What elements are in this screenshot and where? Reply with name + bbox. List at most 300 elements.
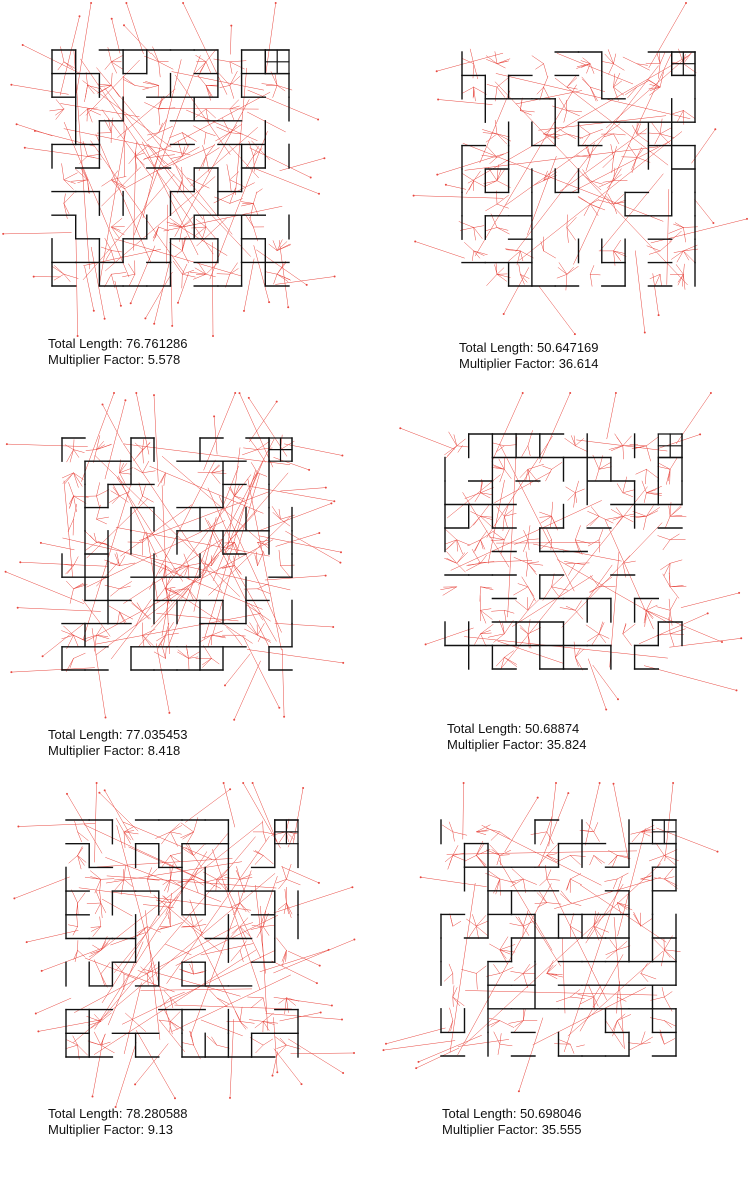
cell-spoke xyxy=(578,196,590,204)
cell-spoke xyxy=(97,496,100,508)
cell-spoke xyxy=(262,84,277,86)
ray-endpoint xyxy=(328,949,330,951)
multiplier-factor-1: Multiplier Factor: 5.578 xyxy=(48,352,181,367)
interior-ray xyxy=(95,455,240,596)
cell-spoke xyxy=(56,100,64,110)
cell-spoke xyxy=(628,1043,641,1045)
cell-spoke xyxy=(614,240,621,251)
cell-spoke xyxy=(646,446,650,461)
cell-spoke xyxy=(641,963,648,973)
interior-ray xyxy=(539,116,666,131)
cell-spoke xyxy=(139,496,143,504)
outer-ray xyxy=(446,185,466,190)
cell-spoke xyxy=(669,599,670,610)
outer-ray xyxy=(253,783,278,842)
cell-spoke xyxy=(614,134,619,144)
outer-ray xyxy=(11,85,68,95)
cell-spoke xyxy=(230,188,236,204)
outer-ray xyxy=(240,393,273,467)
interior-ray xyxy=(64,481,73,577)
cell-spoke xyxy=(567,267,574,274)
ray-endpoint xyxy=(436,174,438,176)
cell-spoke xyxy=(523,540,528,552)
cell-spoke xyxy=(588,984,594,997)
cell-spoke xyxy=(637,134,650,143)
cell-spoke xyxy=(86,450,97,451)
cell-spoke xyxy=(523,879,536,885)
outer-ray xyxy=(614,784,629,859)
interior-ray xyxy=(159,1020,185,1052)
ray-endpoint xyxy=(339,562,341,564)
ray-endpoint xyxy=(605,709,607,711)
cell-spoke xyxy=(471,512,481,517)
cell-spoke xyxy=(170,853,181,856)
cell-spoke xyxy=(445,540,457,551)
cell-spoke xyxy=(547,961,554,974)
cell-spoke xyxy=(588,540,599,546)
cell-spoke xyxy=(500,469,505,482)
cell-spoke xyxy=(590,129,602,134)
ray-endpoint xyxy=(302,787,304,789)
interior-ray xyxy=(214,183,255,203)
cell-spoke xyxy=(204,646,212,659)
interior-ray xyxy=(190,871,251,1037)
interior-ray xyxy=(133,151,135,250)
cell-spoke xyxy=(251,998,263,1008)
outer-ray xyxy=(154,261,170,324)
outer-ray xyxy=(225,654,250,686)
cell-spoke xyxy=(564,111,567,123)
cell-spoke xyxy=(75,950,78,961)
cell-spoke xyxy=(486,228,497,231)
cell-spoke xyxy=(65,473,73,484)
cell-spoke xyxy=(196,109,206,117)
cell-spoke xyxy=(493,443,505,446)
cell-spoke xyxy=(481,505,490,517)
cell-spoke xyxy=(520,625,528,634)
cell-spoke xyxy=(279,550,281,565)
interior-ray xyxy=(197,218,227,246)
outer-ray xyxy=(266,3,276,74)
interior-ray xyxy=(528,914,561,967)
cell-spoke xyxy=(487,84,497,87)
cell-spoke xyxy=(683,64,696,73)
ray-endpoint xyxy=(16,123,18,125)
outer-ray xyxy=(214,416,217,454)
cell-spoke xyxy=(145,103,159,110)
cell-spoke xyxy=(646,437,658,446)
ray-endpoint xyxy=(340,551,342,553)
cell-spoke xyxy=(556,997,570,1002)
cell-spoke xyxy=(166,633,179,635)
interior-ray xyxy=(451,501,602,571)
cell-spoke xyxy=(120,556,125,566)
cell-spoke xyxy=(447,446,456,456)
cell-spoke xyxy=(514,973,523,980)
cell-spoke xyxy=(566,274,567,290)
cell-spoke xyxy=(566,487,576,493)
cell-spoke xyxy=(487,274,497,285)
cell-spoke xyxy=(623,493,633,497)
outer-ray xyxy=(681,593,739,608)
cell-spoke xyxy=(670,629,685,634)
interior-ray xyxy=(150,466,263,513)
cell-spoke xyxy=(555,1044,571,1045)
cell-spoke xyxy=(540,879,547,886)
ray-endpoint xyxy=(278,707,280,709)
cell-spoke xyxy=(599,530,603,540)
interior-ray xyxy=(495,82,687,285)
cell-spoke xyxy=(528,446,530,456)
cell-spoke xyxy=(253,203,258,215)
cell-spoke xyxy=(500,879,501,895)
cell-spoke xyxy=(445,529,457,540)
cell-spoke xyxy=(528,540,529,550)
cell-spoke xyxy=(497,152,509,158)
cell-spoke xyxy=(111,73,112,85)
cell-spoke xyxy=(54,274,64,280)
cell-spoke xyxy=(481,634,487,647)
ray-endpoint xyxy=(168,712,170,714)
ray-endpoint xyxy=(574,333,576,335)
interior-ray xyxy=(98,858,233,867)
ray-endpoint xyxy=(318,193,320,195)
cell-spoke xyxy=(78,1045,88,1055)
cell-spoke xyxy=(74,440,75,450)
interior-ray xyxy=(226,885,261,958)
outer-ray xyxy=(275,623,333,627)
ray-endpoint xyxy=(644,332,646,334)
cell-spoke xyxy=(206,85,211,100)
cell-spoke xyxy=(660,52,665,64)
cell-spoke xyxy=(457,439,466,446)
cell-spoke xyxy=(476,966,486,973)
outer-ray xyxy=(519,1018,543,1091)
cell-spoke xyxy=(623,446,624,459)
interior-ray xyxy=(186,110,257,141)
cell-spoke xyxy=(566,563,576,564)
cell-spoke xyxy=(235,635,246,636)
cell-spoke xyxy=(511,971,524,973)
cell-spoke xyxy=(561,891,570,903)
ray-endpoint xyxy=(272,1075,274,1077)
cell-spoke xyxy=(481,531,488,540)
outer-ray xyxy=(7,444,88,447)
cell-spoke xyxy=(66,1045,78,1049)
cell-spoke xyxy=(662,987,664,997)
cell-spoke xyxy=(54,266,64,275)
ray-endpoint xyxy=(92,1096,94,1098)
cell-spoke xyxy=(457,563,466,572)
ray-endpoint xyxy=(463,782,465,784)
outer-ray xyxy=(135,1044,168,1085)
cell-spoke xyxy=(575,526,580,540)
cell-spoke xyxy=(123,77,135,86)
interior-ray xyxy=(64,122,129,277)
cell-spoke xyxy=(570,903,581,906)
cell-spoke xyxy=(609,64,614,75)
cell-spoke xyxy=(500,967,513,973)
cell-spoke xyxy=(166,622,174,635)
cell-spoke xyxy=(464,242,473,251)
outer-ray xyxy=(99,793,138,831)
cell-spoke xyxy=(442,825,453,832)
cell-spoke xyxy=(219,74,230,86)
cell-spoke xyxy=(281,566,291,578)
cell-spoke xyxy=(178,650,189,659)
cell-spoke xyxy=(166,647,167,659)
ray-endpoint xyxy=(22,44,24,46)
ray-endpoint xyxy=(746,218,748,220)
cell-spoke xyxy=(274,274,278,284)
cell-spoke xyxy=(605,879,618,881)
interior-ray xyxy=(139,492,269,541)
ray-endpoint xyxy=(342,1072,344,1074)
outer-ray xyxy=(274,997,332,1005)
cell-spoke xyxy=(194,972,204,974)
cell-spoke xyxy=(526,552,528,564)
ray-endpoint xyxy=(613,783,615,785)
ray-endpoint xyxy=(736,689,738,691)
outer-ray xyxy=(384,1041,455,1051)
outer-ray xyxy=(540,393,571,463)
outer-ray xyxy=(3,233,71,234)
cell-spoke xyxy=(93,927,101,937)
cell-spoke xyxy=(664,1039,674,1045)
cell-spoke xyxy=(500,1034,501,1045)
cell-spoke xyxy=(253,192,257,204)
cell-spoke xyxy=(454,435,457,446)
cell-spoke xyxy=(504,530,509,540)
cell-spoke xyxy=(623,57,637,64)
cell-spoke xyxy=(178,652,189,658)
interior-ray xyxy=(547,879,607,1000)
cell-spoke xyxy=(586,625,599,634)
cell-spoke xyxy=(194,924,206,926)
cell-spoke xyxy=(615,434,623,446)
cell-spoke xyxy=(258,584,268,589)
cell-spoke xyxy=(124,832,125,848)
cell-spoke xyxy=(162,577,166,588)
cell-spoke xyxy=(481,609,492,611)
ray-endpoint xyxy=(436,70,438,72)
cell-spoke xyxy=(74,504,77,519)
cell-spoke xyxy=(62,473,73,478)
cell-spoke xyxy=(664,855,675,864)
cell-spoke xyxy=(245,214,254,227)
interior-ray xyxy=(124,539,222,603)
cell-spoke xyxy=(241,202,253,204)
total-length-1: Total Length: 76.761286 xyxy=(48,336,188,351)
interior-ray xyxy=(117,826,173,1034)
cell-spoke xyxy=(459,222,474,228)
outer-ray xyxy=(14,877,69,898)
outer-ray xyxy=(112,19,120,54)
outer-ray xyxy=(504,268,529,314)
outer-ray xyxy=(665,783,673,861)
ray-endpoint xyxy=(224,684,226,686)
cell-spoke xyxy=(190,272,206,274)
cell-spoke xyxy=(670,507,681,516)
interior-ray xyxy=(141,989,252,991)
cell-spoke xyxy=(249,1020,263,1022)
cell-spoke xyxy=(560,894,570,903)
cell-spoke xyxy=(670,534,679,540)
ray-endpoint xyxy=(10,84,12,86)
cell-spoke xyxy=(590,516,599,525)
cell-spoke xyxy=(660,274,662,286)
cell-spoke xyxy=(540,512,552,516)
cell-spoke xyxy=(159,62,174,69)
cell-spoke xyxy=(111,180,125,187)
ray-endpoint xyxy=(123,24,125,26)
ray-endpoint xyxy=(35,1013,37,1015)
cell-spoke xyxy=(617,997,626,1001)
cell-spoke xyxy=(450,914,453,926)
cell-spoke xyxy=(159,62,161,77)
outer-ray xyxy=(185,789,230,822)
cell-spoke xyxy=(74,473,84,480)
interior-ray xyxy=(172,975,290,1031)
interior-ray xyxy=(123,822,212,859)
cell-spoke xyxy=(64,203,69,213)
ray-endpoint xyxy=(41,970,43,972)
cell-spoke xyxy=(614,64,625,70)
cell-spoke xyxy=(95,635,97,651)
interior-ray xyxy=(557,560,668,623)
multiplier-factor-3: Multiplier Factor: 8.418 xyxy=(48,743,181,758)
outer-ray xyxy=(244,259,254,311)
ray-endpoint xyxy=(276,401,278,403)
cell-spoke xyxy=(263,925,275,927)
cell-spoke xyxy=(195,227,206,236)
cell-spoke xyxy=(546,469,552,481)
caption-5 xyxy=(48,1106,188,1138)
cell-spoke xyxy=(143,450,144,464)
cell-spoke xyxy=(273,85,277,97)
cell-spoke xyxy=(169,243,182,251)
ray-endpoint xyxy=(93,310,95,312)
interior-ray xyxy=(94,950,256,1055)
interior-ray xyxy=(605,519,654,629)
cell-spoke xyxy=(118,612,120,624)
interior-ray xyxy=(577,440,668,451)
interior-ray xyxy=(83,486,130,639)
cell-spoke xyxy=(216,879,217,891)
cell-spoke xyxy=(66,581,73,589)
cell-spoke xyxy=(227,165,230,180)
outer-ray xyxy=(416,1048,459,1068)
cell-spoke xyxy=(182,274,183,288)
cell-spoke xyxy=(255,856,263,865)
cell-spoke xyxy=(115,879,125,880)
ray-endpoint xyxy=(383,1049,385,1051)
cell-spoke xyxy=(453,997,454,1007)
ray-endpoint xyxy=(738,592,740,594)
cell-spoke xyxy=(212,473,227,474)
ray-endpoint xyxy=(113,392,115,394)
cell-spoke xyxy=(670,586,686,587)
cell-spoke xyxy=(212,473,221,484)
ray-endpoint xyxy=(685,2,687,4)
cell-spoke xyxy=(523,964,530,973)
cell-spoke xyxy=(575,489,584,493)
outer-ray xyxy=(588,659,606,710)
cell-spoke xyxy=(599,623,604,634)
outer-ray xyxy=(695,199,714,223)
cell-spoke xyxy=(181,823,194,832)
cell-spoke xyxy=(212,658,220,664)
cell-spoke xyxy=(277,242,287,251)
cell-spoke xyxy=(170,1012,180,1022)
ray-endpoint xyxy=(385,1043,387,1045)
ray-endpoint xyxy=(341,1019,343,1021)
ray-endpoint xyxy=(135,392,137,394)
cell-spoke xyxy=(175,251,182,257)
ray-endpoint xyxy=(153,323,155,325)
cell-spoke xyxy=(101,963,110,975)
cell-spoke xyxy=(646,490,656,493)
outer-ray xyxy=(183,3,227,94)
cell-spoke xyxy=(514,540,528,545)
cell-spoke xyxy=(476,832,486,835)
interior-ray xyxy=(465,147,658,171)
cell-spoke xyxy=(654,939,664,949)
cell-spoke xyxy=(230,62,232,74)
cell-spoke xyxy=(676,265,683,275)
cell-spoke xyxy=(646,63,660,64)
cell-spoke xyxy=(528,464,544,469)
caption-4 xyxy=(447,721,586,753)
cell-spoke xyxy=(592,634,599,646)
cell-spoke xyxy=(123,869,124,879)
cell-spoke xyxy=(445,558,457,563)
cell-spoke xyxy=(286,864,291,879)
cell-spoke xyxy=(101,879,114,880)
cell-spoke xyxy=(547,879,560,880)
interior-ray xyxy=(499,861,552,951)
outer-ray xyxy=(279,240,288,307)
cell-spoke xyxy=(61,47,64,62)
cell-spoke xyxy=(102,180,112,186)
outer-ray xyxy=(635,251,645,333)
cell-spoke xyxy=(457,553,465,564)
outer-ray xyxy=(23,45,79,73)
cell-spoke xyxy=(74,473,79,488)
cell-spoke xyxy=(170,832,181,834)
cell-spoke xyxy=(551,540,552,550)
cell-spoke xyxy=(70,589,73,604)
cell-spoke xyxy=(277,263,286,274)
cell-spoke xyxy=(611,510,623,517)
cell-spoke xyxy=(121,879,124,894)
cell-spoke xyxy=(164,991,170,998)
cell-spoke xyxy=(623,490,635,493)
cell-spoke xyxy=(176,166,183,180)
cell-spoke xyxy=(490,845,500,856)
cell-spoke xyxy=(497,228,508,231)
cell-spoke xyxy=(664,1021,675,1026)
ray-endpoint xyxy=(420,876,422,878)
cell-spoke xyxy=(617,1021,623,1032)
ray-endpoint xyxy=(569,392,571,394)
ray-endpoint xyxy=(599,782,601,784)
interior-ray xyxy=(587,565,612,600)
maze-drawing-1 xyxy=(0,0,375,390)
outer-ray xyxy=(250,148,311,178)
cell-spoke xyxy=(644,516,647,529)
interior-ray xyxy=(154,895,222,953)
